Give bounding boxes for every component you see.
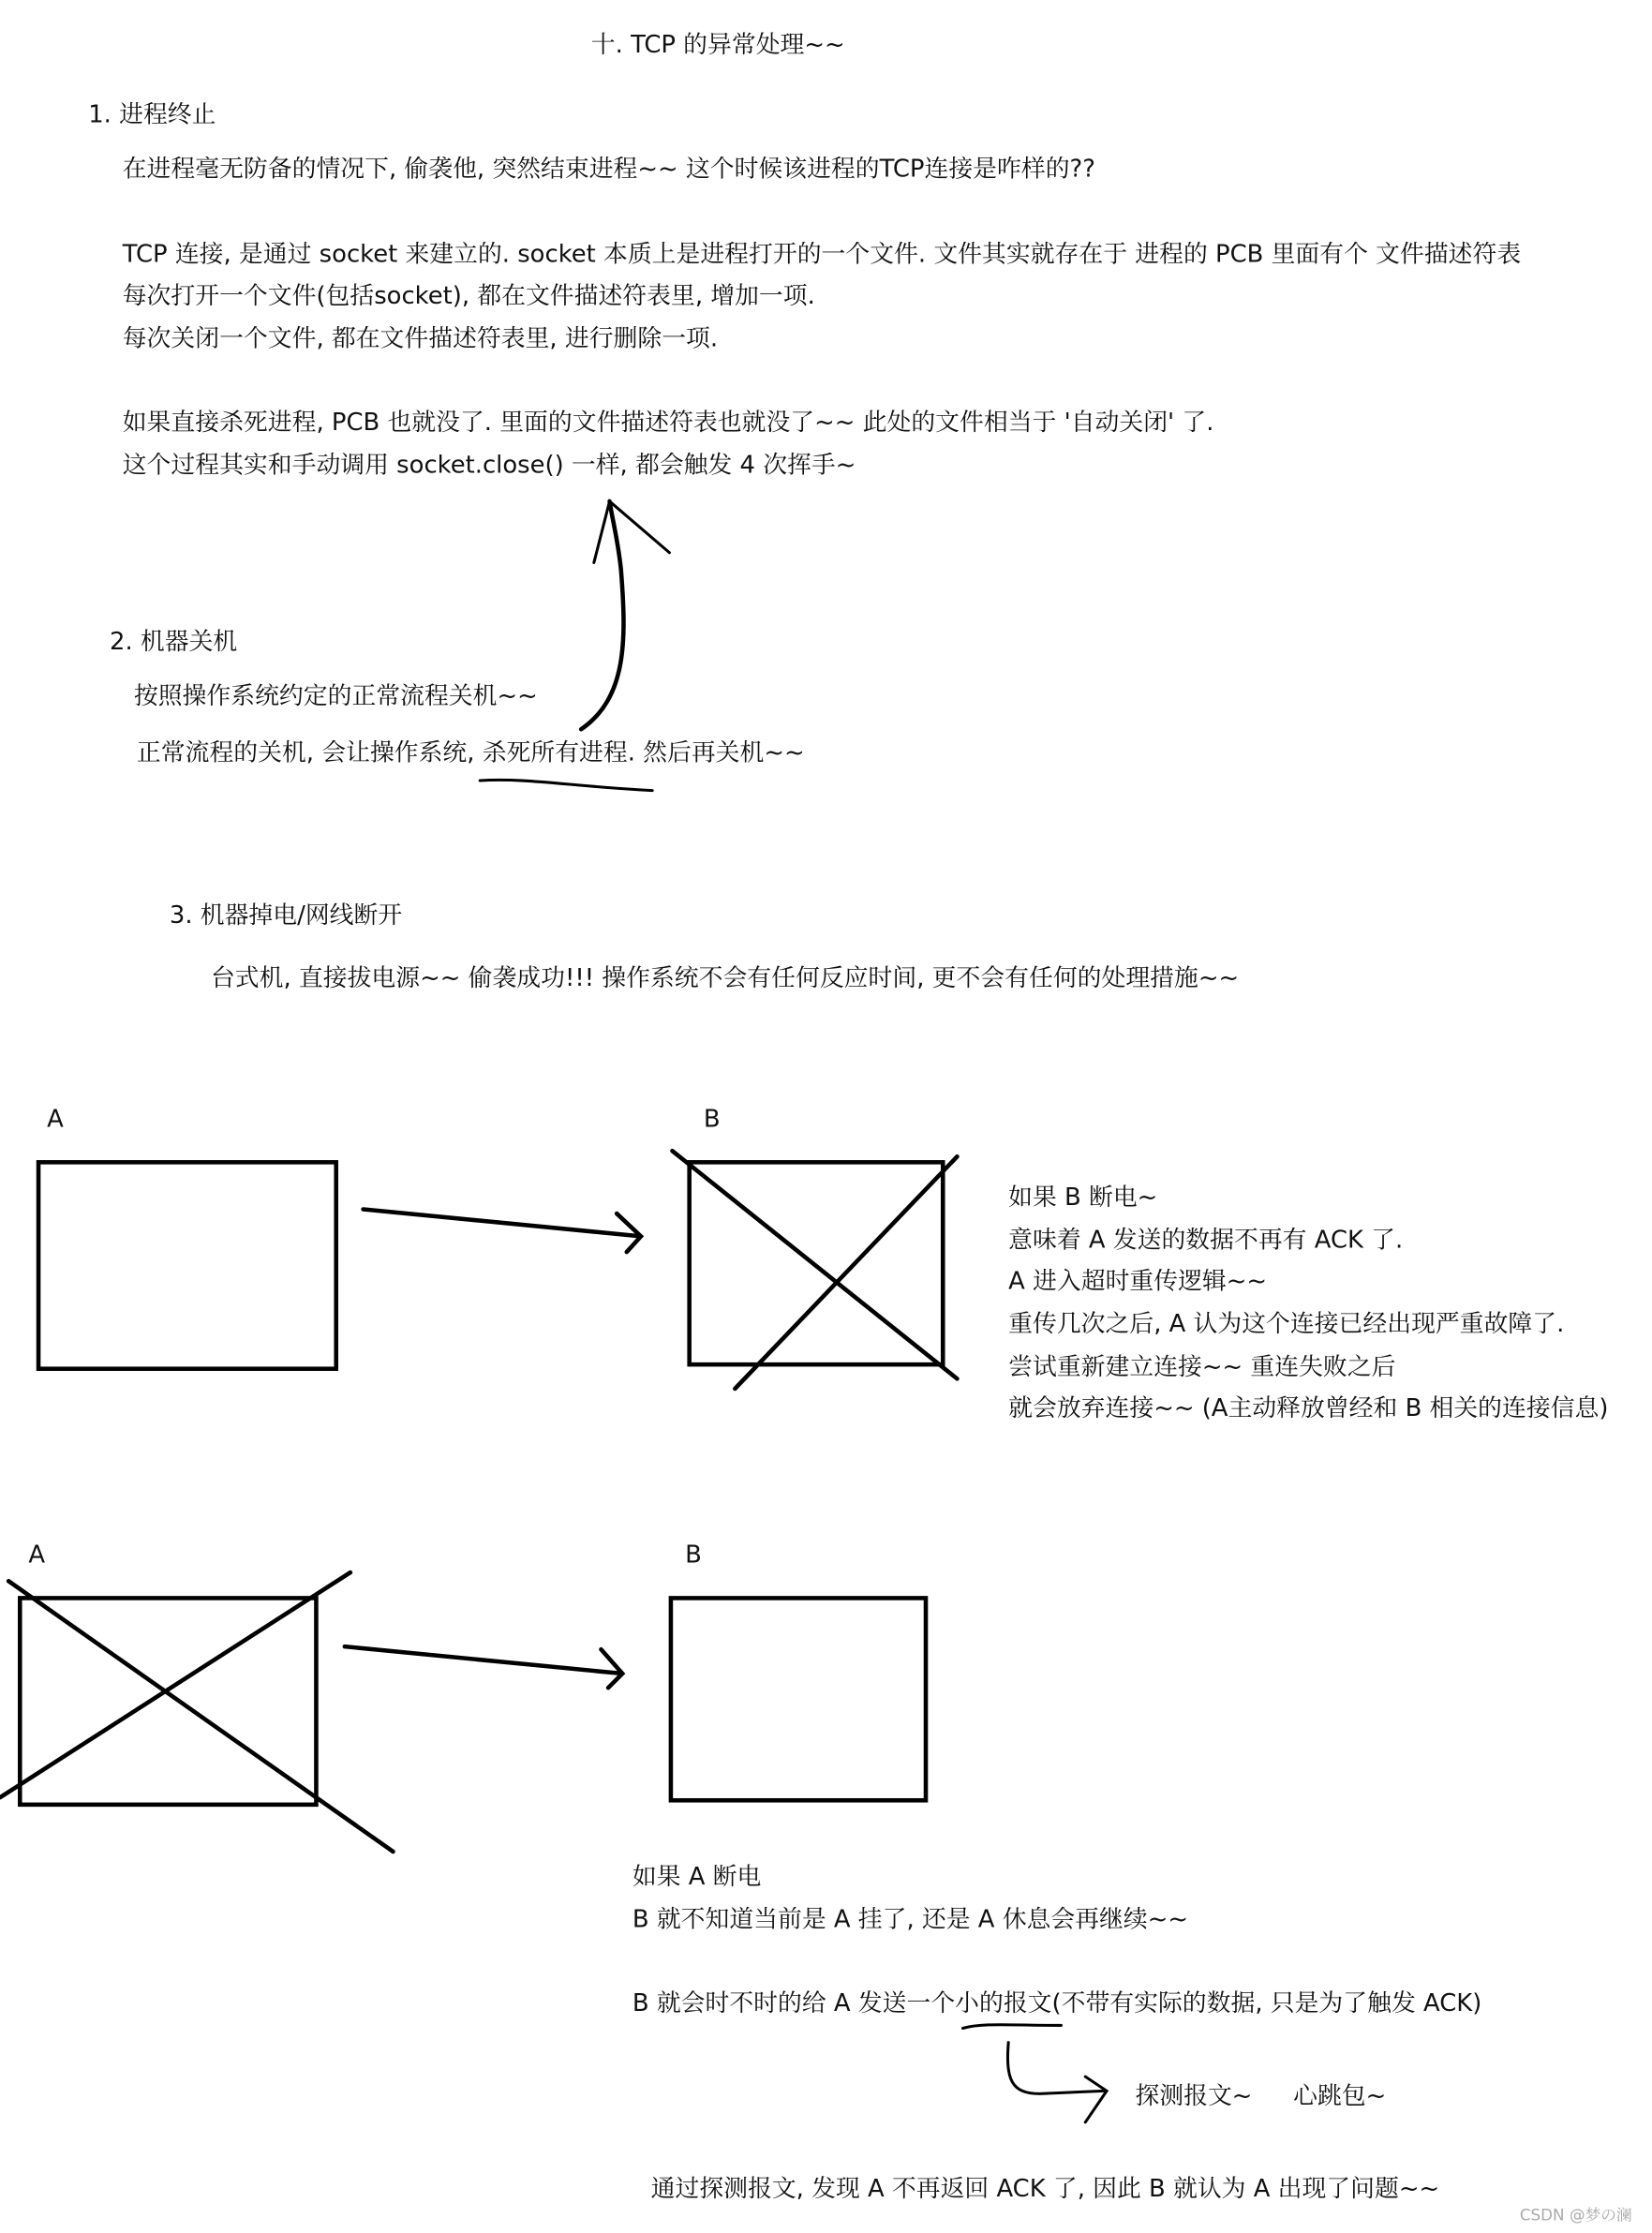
cross-a bbox=[0, 1572, 394, 1852]
diagram2-final: 通过探测报文, 发现 A 不再返回 ACK 了, 因此 B 就认为 A 出现了问题~~ bbox=[650, 2175, 1440, 2204]
diagram1-note: 尝试重新建立连接~~ 重连失败之后 bbox=[1008, 1353, 1396, 1382]
host-b-label: B bbox=[703, 1105, 721, 1134]
diagram1-note: A 进入超时重传逻辑~~ bbox=[1008, 1267, 1268, 1297]
host-b-box-2 bbox=[671, 1598, 926, 1800]
host-a-box-2 bbox=[20, 1598, 316, 1804]
cross-b bbox=[672, 1151, 957, 1389]
diagram2-note: B 就会时不时的给 A 发送一个小的报文(不带有实际的数据, 只是为了触发 ACK) bbox=[632, 1989, 1482, 2018]
section2-heading: 2. 机器关机 bbox=[110, 628, 238, 657]
pointer-arrow bbox=[581, 501, 623, 729]
probe-arrow bbox=[1007, 2043, 1107, 2122]
pointer-arrowhead bbox=[594, 501, 670, 562]
diagram1-note: 如果 B 断电~ bbox=[1008, 1183, 1158, 1213]
host-a-label: A bbox=[47, 1105, 64, 1134]
probe-label: 探测报文~ bbox=[1135, 2082, 1253, 2111]
section1-explain-line: 每次打开一个文件(包括socket), 都在文件描述符表里, 增加一项. bbox=[122, 281, 815, 311]
section1-explain-line: TCP 连接, 是通过 socket 来建立的. socket 本质上是进程打开的一个文件. 文件其实就存在于 进程的 PCB 里面有个 文件描述符表 bbox=[122, 240, 1522, 270]
diagram2-note: B 就不知道当前是 A 挂了, 还是 A 休息会再继续~~ bbox=[632, 1905, 1189, 1935]
section1-conclusion-line: 如果直接杀死进程, PCB 也就没了. 里面的文件描述符表也就没了~~ 此处的文件相当于 '自动关闭' 了. bbox=[122, 409, 1214, 438]
diagram1-note: 重传几次之后, A 认为这个连接已经出现严重故障了. bbox=[1008, 1310, 1565, 1339]
section2-line: 按照操作系统约定的正常流程关机~~ bbox=[133, 682, 538, 711]
host-b-label-2: B bbox=[685, 1541, 702, 1571]
heartbeat-label: 心跳包~ bbox=[1293, 2082, 1387, 2111]
section1-conclusion-line: 这个过程其实和手动调用 socket.close() 一样, 都会触发 4 次挥手~ bbox=[122, 451, 856, 481]
diagram2-note: 如果 A 断电 bbox=[632, 1863, 762, 1892]
diagram1-note: 意味着 A 发送的数据不再有 ACK 了. bbox=[1008, 1226, 1404, 1256]
section3-line: 台式机, 直接拔电源~~ 偷袭成功!!! 操作系统不会有任何反应时间, 更不会有任何的处理措施~~ bbox=[210, 964, 1240, 993]
arrow-a-to-b-2 bbox=[345, 1646, 622, 1688]
host-a-label-2: A bbox=[28, 1541, 46, 1571]
section1-question: 在进程毫无防备的情况下, 偷袭他, 突然结束进程~~ 这个时候该进程的TCP连接是咋样的?? bbox=[122, 155, 1095, 185]
section1-heading: 1. 进程终止 bbox=[88, 100, 216, 130]
underline-kill-processes bbox=[480, 780, 652, 790]
section2-line: 正常流程的关机, 会让操作系统, 杀死所有进程. 然后再关机~~ bbox=[136, 738, 805, 768]
page-title: 十. TCP 的异常处理~~ bbox=[590, 31, 845, 60]
underline-small-packet bbox=[963, 2025, 1062, 2029]
section1-explain-line: 每次关闭一个文件, 都在文件描述符表里, 进行删除一项. bbox=[122, 324, 719, 353]
arrow-a-to-b bbox=[364, 1209, 641, 1252]
diagram1-note: 就会放弃连接~~ (A主动释放曾经和 B 相关的连接信息) bbox=[1008, 1394, 1609, 1423]
watermark: CSDN @梦の澜 bbox=[1519, 2206, 1632, 2226]
section3-heading: 3. 机器掉电/网线断开 bbox=[169, 901, 403, 930]
host-a-box bbox=[38, 1162, 336, 1368]
